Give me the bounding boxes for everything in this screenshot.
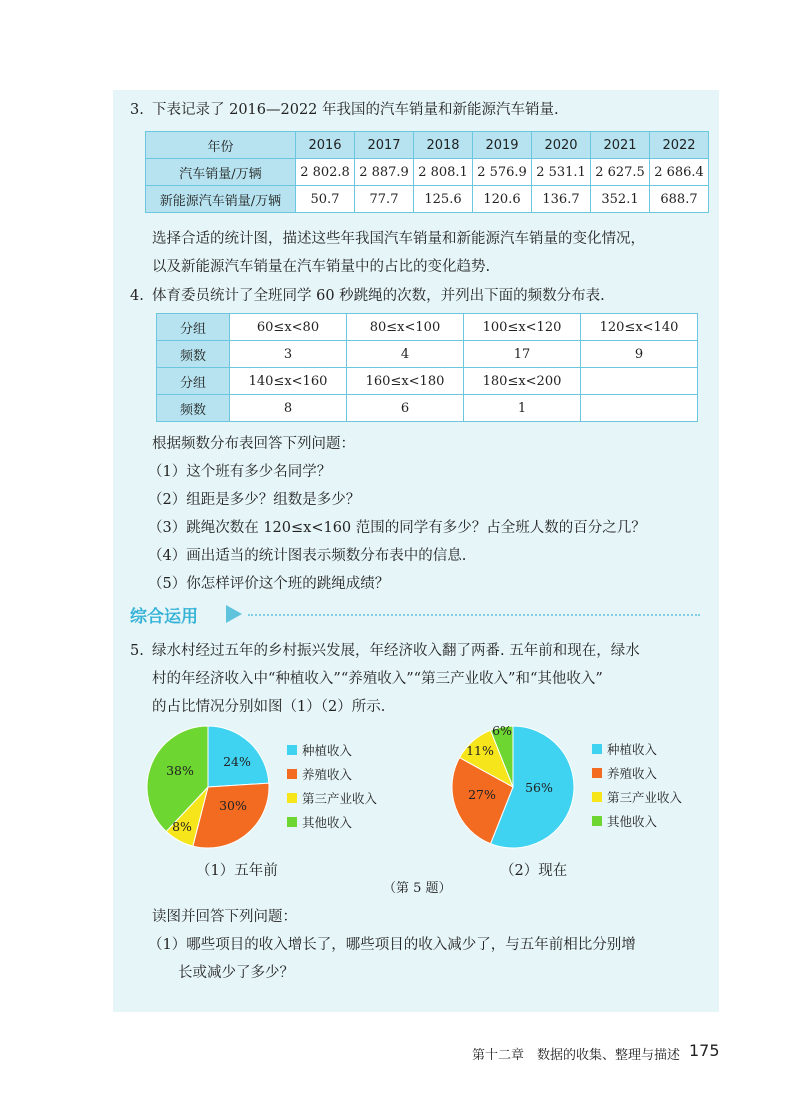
q4-question-3: （3）跳绳次数在 120≤x<160 范围的同学有多少？占全班人数的百分之几？	[148, 520, 646, 536]
table-header-cell: 2016	[296, 132, 355, 159]
pie1-label-3: 8%	[172, 819, 192, 834]
legend1-label-tertiary: 第三产业收入	[302, 791, 378, 806]
chart2-title: （2）现在	[500, 863, 568, 879]
table-header-cell: 2021	[591, 132, 650, 159]
table-cell: 125.6	[414, 186, 473, 213]
q4-number: 4.	[130, 288, 144, 304]
table-cell: 17	[464, 341, 581, 368]
q5-line2: 村的年经济收入中“种植收入”“养殖收入”“第三产业收入”和“其他收入”	[152, 671, 603, 687]
legend2-swatch-planting	[592, 744, 602, 754]
table-cell: 1	[464, 395, 581, 422]
table-header-cell: 2020	[532, 132, 591, 159]
table-cell: 180≤x<200	[464, 368, 581, 395]
pie2-label-4: 6%	[492, 723, 512, 738]
pie2-label-2: 27%	[468, 787, 496, 802]
table-row-header: 汽车销量/万辆	[146, 159, 296, 186]
q5-prompt: 读图并回答下列问题：	[152, 909, 297, 925]
chapter-footer: 第十二章 数据的收集、整理与描述	[472, 1048, 681, 1063]
table-cell: 60≤x<80	[230, 314, 347, 341]
legend1-label-planting: 种植收入	[302, 743, 353, 758]
legend1-swatch-breeding	[287, 769, 297, 779]
table-cell: 2 576.9	[473, 159, 532, 186]
figure-caption: （第 5 题）	[383, 881, 452, 896]
table-cell: 140≤x<160	[230, 368, 347, 395]
table-row-header: 分组	[157, 368, 230, 395]
legend2-label-tertiary: 第三产业收入	[607, 790, 683, 805]
table-cell: 120.6	[473, 186, 532, 213]
legend2-label-other: 其他收入	[607, 814, 658, 829]
table-cell: 100≤x<120	[464, 314, 581, 341]
legend2-swatch-other	[592, 816, 602, 826]
q5-question-1-line1: （1）哪些项目的收入增长了，哪些项目的收入减少了，与五年前相比分别增	[148, 937, 636, 953]
table-row-header: 新能源汽车销量/万辆	[146, 186, 296, 213]
table-cell: 160≤x<180	[347, 368, 464, 395]
table-header-cell: 2022	[650, 132, 709, 159]
table-cell: 2 686.4	[650, 159, 709, 186]
page-number: 175	[689, 1041, 720, 1060]
q4-question-1: （1）这个班有多少名同学？	[148, 464, 332, 480]
table-cell: 3	[230, 341, 347, 368]
q4-question-5: （5）你怎样评价这个班的跳绳成绩？	[148, 576, 390, 592]
table-cell: 80≤x<100	[347, 314, 464, 341]
pie1-label-1: 24%	[223, 754, 251, 769]
table-cell: 50.7	[296, 186, 355, 213]
table-cell: 2 531.1	[532, 159, 591, 186]
q5-line3: 的占比情况分别如图（1）（2）所示.	[152, 699, 386, 715]
table-cell: 688.7	[650, 186, 709, 213]
table-row-header: 频数	[157, 341, 230, 368]
table-row-header: 分组	[157, 314, 230, 341]
legend1-swatch-other	[287, 817, 297, 827]
q5-line1: 绿水村经过五年的乡村振兴发展，年经济收入翻了两番. 五年前和现在，绿水	[152, 643, 640, 659]
pie1-label-4: 38%	[166, 763, 194, 778]
table-cell: 2 808.1	[414, 159, 473, 186]
table-cell: 77.7	[355, 186, 414, 213]
legend1-swatch-planting	[287, 745, 297, 755]
table-row-header: 频数	[157, 395, 230, 422]
q4-prompt: 根据频数分布表回答下列问题：	[152, 436, 355, 452]
chart1-title: （1）五年前	[196, 863, 278, 879]
q4-question-2: （2）组距是多少？组数是多少？	[148, 492, 361, 508]
q3-text-line1: 选择合适的统计图，描述这些年我国汽车销量和新能源汽车销量的变化情况，	[152, 231, 645, 247]
q3-text-line2: 以及新能源汽车销量在汽车销量中的占比的变化趋势.	[152, 259, 491, 275]
legend2-label-planting: 种植收入	[607, 742, 658, 757]
legend1-label-breeding: 养殖收入	[302, 767, 353, 782]
pie1-label-2: 30%	[219, 798, 247, 813]
q3-number: 3.	[130, 102, 144, 118]
table-cell: 9	[581, 341, 698, 368]
table-header-cell: 2018	[414, 132, 473, 159]
q5-number: 5.	[130, 643, 144, 659]
table-header-cell: 2019	[473, 132, 532, 159]
table-header-cell: 年份	[146, 132, 296, 159]
pie2-label-3: 11%	[466, 743, 494, 758]
table-cell: 352.1	[591, 186, 650, 213]
table-cell: 2 627.5	[591, 159, 650, 186]
section-title: 综合运用	[130, 607, 198, 627]
table-cell: 2 887.9	[355, 159, 414, 186]
q4-intro: 体育委员统计了全班同学 60 秒跳绳的次数，并列出下面的频数分布表.	[152, 288, 605, 304]
table-cell: 4	[347, 341, 464, 368]
legend1-swatch-tertiary	[287, 793, 297, 803]
table-cell: 8	[230, 395, 347, 422]
table-cell: 6	[347, 395, 464, 422]
legend2-swatch-tertiary	[592, 792, 602, 802]
q5-question-1-line2: 长或减少了多少？	[178, 965, 294, 981]
legend2-swatch-breeding	[592, 768, 602, 778]
legend2-label-breeding: 养殖收入	[607, 766, 658, 781]
table-cell: 2 802.8	[296, 159, 355, 186]
q3-intro: 下表记录了 2016—2022 年我国的汽车销量和新能源汽车销量.	[152, 102, 559, 118]
table-header-cell: 2017	[355, 132, 414, 159]
pie2-label-1: 56%	[525, 780, 553, 795]
legend1-label-other: 其他收入	[302, 815, 353, 830]
table-cell: 120≤x<140	[581, 314, 698, 341]
q4-question-4: （4）画出适当的统计图表示频数分布表中的信息.	[148, 548, 467, 564]
table-cell: 136.7	[532, 186, 591, 213]
